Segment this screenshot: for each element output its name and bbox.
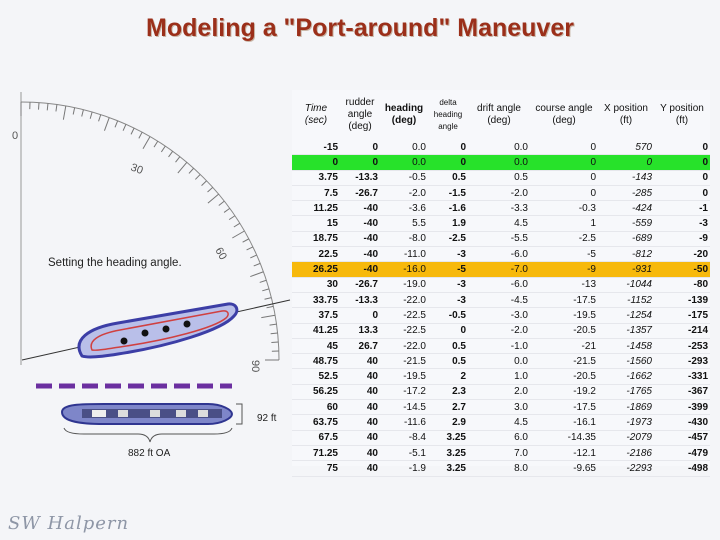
cell-x-position: -812 [598,247,654,262]
table-row [292,369,710,384]
cell-rudder-angle: -26.7 [340,185,380,200]
cell-delta-heading: 0.5 [428,170,468,185]
table-row [292,140,710,155]
cell-heading: -22.5 [380,308,428,323]
cell-course-angle: -2.5 [530,231,598,246]
cell-x-position: -1357 [598,323,654,338]
cell-delta-heading: 2.3 [428,384,468,399]
cell-x-position: -1869 [598,400,654,415]
cell-x-position: 0 [598,155,654,170]
cell-course-angle: -17.5 [530,400,598,415]
cell-y-position: -457 [654,430,710,445]
dial-tick [131,128,134,134]
cell-delta-heading: 3.25 [428,430,468,445]
header-heading: heading (deg) [384,103,424,126]
header-time: Time (sec) [304,103,328,126]
dial-tick [261,315,275,317]
cell-drift-angle: 4.5 [468,415,530,430]
dial-tick [56,105,57,112]
cell-y-position: -399 [654,400,710,415]
cell-course-angle: -20.5 [530,369,598,384]
cell-y-position: -253 [654,338,710,353]
cell-heading: -0.5 [380,170,428,185]
maneuver-diagram [0,0,292,540]
cell-delta-heading: 0 [428,155,468,170]
dial-tick [104,118,109,131]
hull-point-3 [163,326,170,333]
cell-x-position: -1765 [598,384,654,399]
beam-bracket [236,404,242,424]
cell-x-position: 570 [598,140,654,155]
header-drift-angle: drift angle (deg) [477,103,521,126]
cell-x-position: -2186 [598,445,654,460]
hull-point-1 [121,338,128,345]
cell-heading: 0.0 [380,140,428,155]
cell-drift-angle: 7.0 [468,445,530,460]
cell-y-position: -498 [654,461,710,476]
table-row [292,170,710,185]
cell-rudder-angle: 40 [340,415,380,430]
cell-drift-angle: 3.0 [468,400,530,415]
cell-time: 22.5 [292,247,340,262]
cell-rudder-angle: 40 [340,400,380,415]
cell-drift-angle: 4.5 [468,216,530,231]
length-brace [64,428,232,442]
cell-time: 30 [292,277,340,292]
cell-delta-heading: -3 [428,292,468,307]
table-row [292,430,710,445]
dial-tick [219,201,225,205]
cell-course-angle: -5 [530,247,598,262]
cell-delta-heading: 0.5 [428,354,468,369]
cell-delta-heading: 2.9 [428,415,468,430]
cell-rudder-angle: -40 [340,201,380,216]
cell-drift-angle: -3.3 [468,201,530,216]
cell-drift-angle: -2.0 [468,185,530,200]
table-row [292,247,710,262]
cell-delta-heading: 0.5 [428,338,468,353]
cell-course-angle: -21 [530,338,598,353]
cell-time: 60 [292,400,340,415]
cell-x-position: -1152 [598,292,654,307]
cell-course-angle: 1 [530,216,598,231]
cell-course-angle: -14.35 [530,430,598,445]
dial-label-0: 0 [12,130,19,142]
cell-drift-angle: 0.0 [468,155,530,170]
cell-rudder-angle: -26.7 [340,277,380,292]
cell-drift-angle: -6.0 [468,277,530,292]
cell-heading: -8.0 [380,231,428,246]
cell-time: 15 [292,216,340,231]
dial-tick [123,124,126,130]
header-y-position: Y position (ft) [660,103,704,126]
cell-drift-angle: 6.0 [468,430,530,445]
dial-tick [270,324,277,325]
cell-rudder-angle: 40 [340,354,380,369]
dial-tick [169,151,173,157]
cell-y-position: -214 [654,323,710,338]
cell-delta-heading: 3.25 [428,445,468,460]
cell-drift-angle: -3.0 [468,308,530,323]
dial-tick [208,187,213,192]
cell-rudder-angle: 0 [340,155,380,170]
dial-tick [250,272,263,277]
dial-tick [47,103,48,110]
cell-time: 67.5 [292,430,340,445]
dial-label-30: 30 [128,161,145,178]
cell-x-position: -1560 [598,354,654,369]
cell-drift-angle: 0.0 [468,140,530,155]
dial-tick [195,174,200,179]
table-row [292,292,710,307]
cell-y-position: -175 [654,308,710,323]
table-row [292,461,710,476]
cell-heading: -14.5 [380,400,428,415]
cell-course-angle: 0 [530,170,598,185]
cell-drift-angle: -4.5 [468,292,530,307]
cell-heading: -3.6 [380,201,428,216]
cell-y-position: -50 [654,262,710,277]
dial-tick [90,112,92,119]
table-row [292,445,710,460]
cell-time: 45 [292,338,340,353]
dial-label-60: 60 [212,245,229,263]
cell-y-position: -430 [654,415,710,430]
cell-heading: -19.0 [380,277,428,292]
cell-drift-angle: -6.0 [468,247,530,262]
table-row [292,277,710,292]
dial-tick [73,108,74,115]
table-row [292,415,710,430]
cell-drift-angle: -2.0 [468,323,530,338]
cell-time: 41.25 [292,323,340,338]
hull-point-2 [142,330,149,337]
beam-label: 92 ft [257,413,277,424]
cell-y-position: -479 [654,445,710,460]
cell-time: 7.5 [292,185,340,200]
cell-course-angle: -19.2 [530,384,598,399]
cell-heading: -5.1 [380,445,428,460]
header-rudder-angle: rudder angle (deg) [345,97,375,132]
cell-time: 33.75 [292,292,340,307]
author-signature: SW Halpern [8,513,130,534]
cell-rudder-angle: 40 [340,430,380,445]
cell-time: 3.75 [292,170,340,185]
table-row [292,400,710,415]
cell-x-position: -424 [598,201,654,216]
table-row [292,308,710,323]
cell-rudder-angle: -40 [340,231,380,246]
cell-time: 71.25 [292,445,340,460]
cell-course-angle: 0 [530,155,598,170]
dial-tick [247,247,253,250]
cell-drift-angle: -5.5 [468,231,530,246]
dial-tick [189,168,194,173]
cell-course-angle: -0.3 [530,201,598,216]
cell-course-angle: 0 [530,185,598,200]
dial-tick [265,298,272,300]
cell-delta-heading: 3.25 [428,461,468,476]
cell-time: 26.25 [292,262,340,277]
cell-rudder-angle: 13.3 [340,323,380,338]
cell-heading: -22.0 [380,292,428,307]
cell-heading: -17.2 [380,384,428,399]
cell-x-position: -1044 [598,277,654,292]
cell-heading: -2.0 [380,185,428,200]
diagram-caption: Setting the heading angle. [48,257,182,269]
cell-time: 37.5 [292,308,340,323]
cell-delta-heading: 0 [428,323,468,338]
cell-heading: -21.5 [380,354,428,369]
dial-tick [224,208,230,212]
cell-rudder-angle: 0 [340,140,380,155]
dial-tick [82,110,84,117]
cell-delta-heading: -1.5 [428,185,468,200]
cell-rudder-angle: 40 [340,369,380,384]
cell-x-position: -143 [598,170,654,185]
cell-time: 52.5 [292,369,340,384]
cell-y-position: -3 [654,216,710,231]
cell-x-position: -931 [598,262,654,277]
dial-label-90: 90 [249,360,261,373]
cell-heading: -22.0 [380,338,428,353]
cell-delta-heading: 0 [428,140,468,155]
cell-y-position: -293 [654,354,710,369]
cell-heading: -22.5 [380,323,428,338]
dial-tick [115,121,118,127]
cell-y-position: -367 [654,384,710,399]
cell-drift-angle: -7.0 [468,262,530,277]
table-row [292,262,710,277]
dial-tick [271,333,278,334]
cell-course-angle: -9.65 [530,461,598,476]
cell-rudder-angle: 26.7 [340,338,380,353]
dial-tick [243,239,249,242]
dial-tick [161,146,165,152]
dial-tick [99,115,101,122]
cell-delta-heading: -5 [428,262,468,277]
dial-tick [154,141,158,147]
dial-tick [234,223,240,227]
cell-delta-heading: 2 [428,369,468,384]
cell-delta-heading: -3 [428,277,468,292]
cell-time: 75 [292,461,340,476]
cell-y-position: -9 [654,231,710,246]
header-x-position: X position (ft) [604,103,648,126]
table-row [292,231,710,246]
cell-rudder-angle: 40 [340,384,380,399]
cell-y-position: 0 [654,185,710,200]
cell-course-angle: -16.1 [530,415,598,430]
cell-time: 11.25 [292,201,340,216]
cell-y-position: -139 [654,292,710,307]
cell-heading: -1.9 [380,461,428,476]
cell-delta-heading: 1.9 [428,216,468,231]
cell-y-position: -1 [654,201,710,216]
cell-time: 0 [292,155,340,170]
cell-rudder-angle: 40 [340,461,380,476]
cell-course-angle: 0 [530,140,598,155]
cell-drift-angle: 0.0 [468,354,530,369]
cell-course-angle: -17.5 [530,292,598,307]
cell-delta-heading: -0.5 [428,308,468,323]
cell-rudder-angle: -40 [340,262,380,277]
cell-rudder-angle: 40 [340,445,380,460]
cell-delta-heading: -3 [428,247,468,262]
cell-course-angle: -19.5 [530,308,598,323]
cell-x-position: -1662 [598,369,654,384]
table-header-row [292,90,710,140]
dial-tick [208,194,219,203]
cell-time: -15 [292,140,340,155]
cell-heading: 0.0 [380,155,428,170]
cell-course-angle: -9 [530,262,598,277]
cell-y-position: 0 [654,140,710,155]
maneuver-data-table [292,90,710,477]
cell-rudder-angle: -40 [340,216,380,231]
cell-drift-angle: 0.5 [468,170,530,185]
cell-course-angle: -13 [530,277,598,292]
cell-delta-heading: -2.5 [428,231,468,246]
table-row [292,216,710,231]
cell-y-position: 0 [654,155,710,170]
cell-course-angle: -21.5 [530,354,598,369]
cell-time: 48.75 [292,354,340,369]
cell-heading: -8.4 [380,430,428,445]
dial-tick [232,231,244,238]
cell-drift-angle: 2.0 [468,384,530,399]
dial-tick [63,106,65,120]
cell-x-position: -1254 [598,308,654,323]
table-row [292,155,710,170]
cell-x-position: -2293 [598,461,654,476]
dial-tick [139,132,142,138]
cell-heading: -11.0 [380,247,428,262]
cell-y-position: -331 [654,369,710,384]
table-row [292,338,710,353]
cell-heading: -11.6 [380,415,428,430]
cell-course-angle: -20.5 [530,323,598,338]
table-body [292,140,710,476]
cell-time: 56.25 [292,384,340,399]
length-label: 882 ft OA [128,448,171,459]
cell-heading: -19.5 [380,369,428,384]
dial-tick [178,162,187,173]
maneuver-data-table-container [292,90,710,474]
dial-tick [260,280,267,282]
cell-drift-angle: 8.0 [468,461,530,476]
cell-y-position: 0 [654,170,710,185]
dial-tick [250,255,256,258]
cell-rudder-angle: -13.3 [340,170,380,185]
cell-delta-heading: -1.6 [428,201,468,216]
cell-time: 63.75 [292,415,340,430]
cell-rudder-angle: 0 [340,308,380,323]
hull-point-4 [184,321,191,328]
ship-top-view [62,404,232,424]
cell-drift-angle: -1.0 [468,338,530,353]
cell-drift-angle: 1.0 [468,369,530,384]
table-row [292,185,710,200]
table-row [292,201,710,216]
cell-heading: 5.5 [380,216,428,231]
dial-tick [202,181,207,186]
slide-title: Modeling a "Port-around" Maneuver [146,14,574,42]
table-row [292,354,710,369]
dial-tick [267,306,274,307]
dial-tick [254,263,260,266]
cell-x-position: -2079 [598,430,654,445]
cell-y-position: -80 [654,277,710,292]
cell-rudder-angle: -13.3 [340,292,380,307]
dial-tick [176,157,180,163]
dial-tick [143,137,150,149]
table-row [292,384,710,399]
header-course-angle: course angle (deg) [535,103,593,126]
cell-x-position: -1973 [598,415,654,430]
cell-time: 18.75 [292,231,340,246]
cell-delta-heading: 2.7 [428,400,468,415]
header-delta-heading: delta heading angle [433,98,463,131]
cell-x-position: -1458 [598,338,654,353]
cell-y-position: -20 [654,247,710,262]
dial-tick [262,289,269,291]
dial-tick [229,216,235,220]
cell-x-position: -285 [598,185,654,200]
table-row [292,323,710,338]
cell-course-angle: -12.1 [530,445,598,460]
cell-rudder-angle: -40 [340,247,380,262]
cell-heading: -16.0 [380,262,428,277]
cell-x-position: -559 [598,216,654,231]
cell-x-position: -689 [598,231,654,246]
